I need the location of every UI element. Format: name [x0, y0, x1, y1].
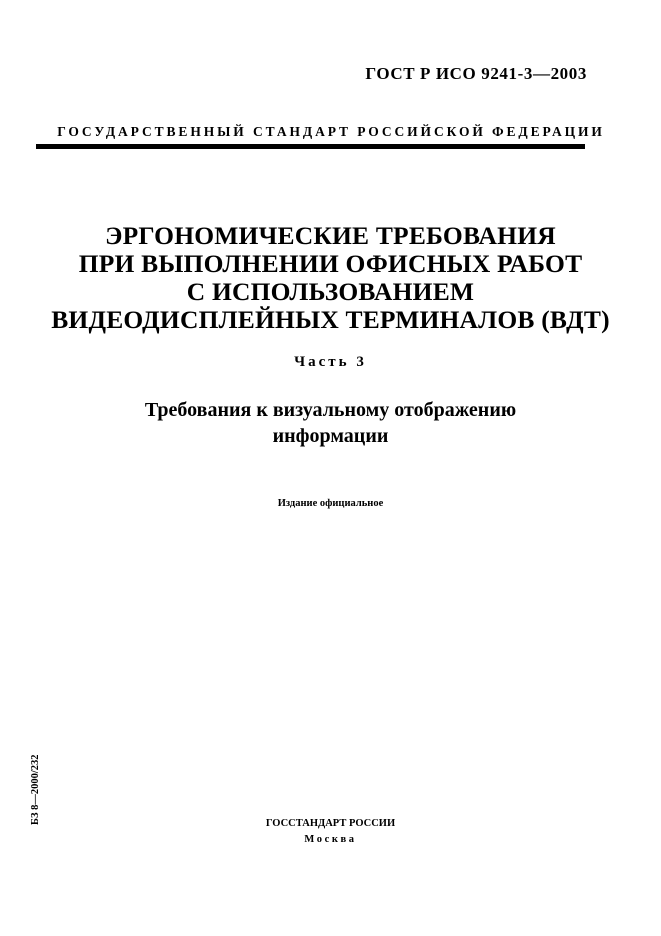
- main-title-line: С ИСПОЛЬЗОВАНИЕМ: [186, 277, 475, 306]
- subtitle-line: Требования к визуальному отображению: [144, 399, 517, 421]
- side-code: БЗ 8—2000/232: [30, 754, 41, 825]
- main-title-line: ВИДЕОДИСПЛЕЙНЫХ ТЕРМИНАЛОВ (ВДТ): [51, 305, 610, 334]
- publication-city: Москва: [304, 834, 357, 845]
- standard-type-heading: ГОСУДАРСТВЕННЫЙ СТАНДАРТ РОССИЙСКОЙ ФЕДЕРАЦИИ: [57, 124, 605, 139]
- edition-note: Издание официальное: [277, 498, 384, 509]
- subtitle: [40, 397, 621, 449]
- subtitle-line: информации: [272, 425, 389, 447]
- publisher: ГОССТАНДАРТ РОССИИ: [265, 818, 396, 829]
- main-title-line: ПРИ ВЫПОЛНЕНИИ ОФИСНЫХ РАБОТ: [78, 249, 583, 278]
- part-label: Часть 3: [294, 354, 367, 370]
- header-rule: [36, 144, 585, 149]
- main-title-line: ЭРГОНОМИЧЕСКИЕ ТРЕБОВАНИЯ: [105, 221, 556, 250]
- document-code: ГОСТ Р ИСО 9241-3—2003: [365, 64, 587, 83]
- main-title: [20, 222, 641, 334]
